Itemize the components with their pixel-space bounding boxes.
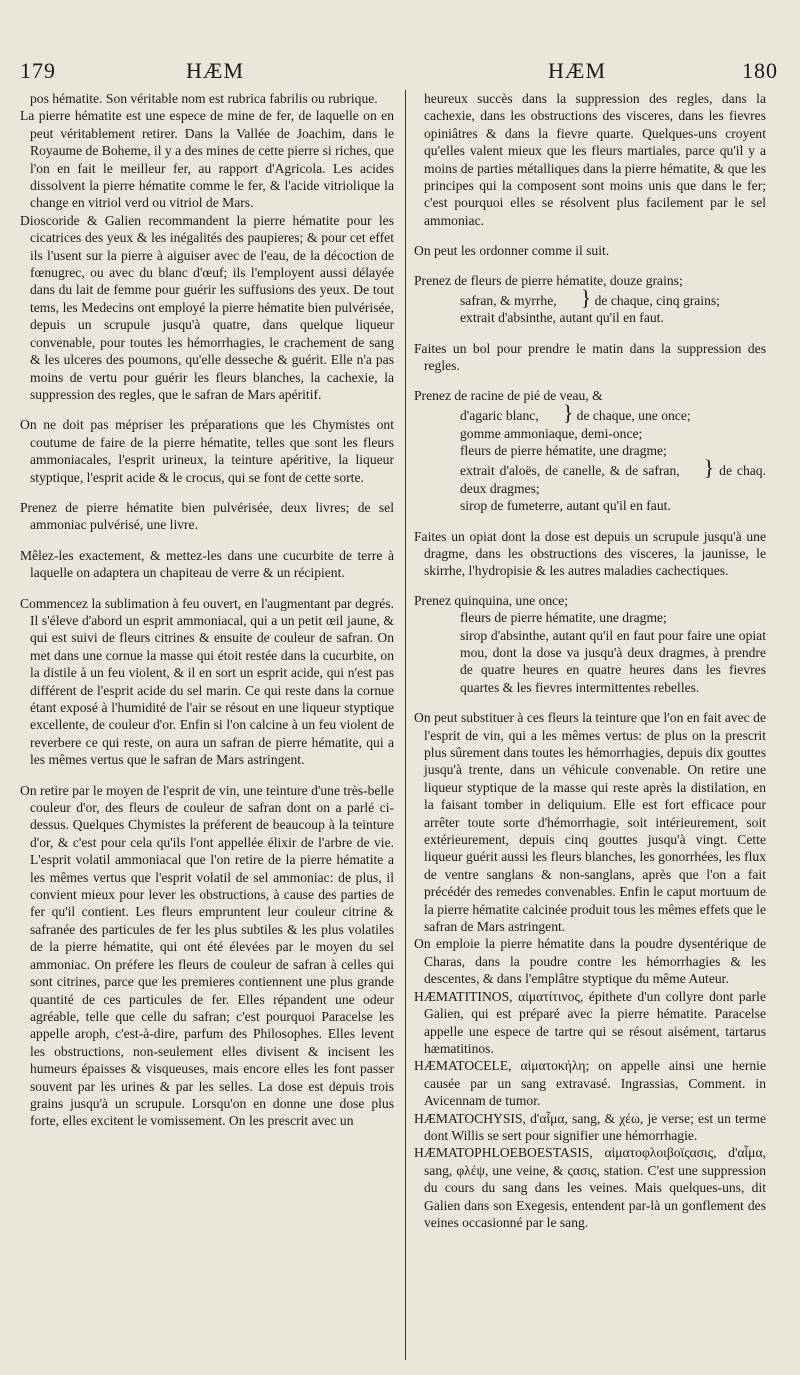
column-divider xyxy=(405,90,406,1360)
prescription: Prenez de pierre hématite bien pulvérisée, deux livres; de sel ammoniac pulvérisé, une livre. xyxy=(20,499,394,533)
dictionary-entry: HÆMATOCELE, αἱματοκήλη; on appelle ainsi une hernie causée par un sang extravasé. Ingrassias, Comment. in Avicennam de tumor. xyxy=(414,1058,766,1109)
paragraph: On peut substituer à ces fleurs la teinture que l'on en fait avec de l'esprit de vin, qui a les mêmes vertus: de plus on la prescrit plus sûrement dans toutes les hémorrhagies, depuis dix gouttes jusqu'à trente, dans un véhicule convenable. On retire une liqueur styptique de la masse qui reste après la distilation, en la faisant tomber in deliquium. Elle est fort efficace pour arrêter toute sorte d'hémorrhagie, soit intérieurement, soit extérieurement, depuis cinq gouttes jusqu'à vingt. Cette liqueur guérit aussi les fleurs blanches, les gonorrhées, les flux de ventre sanglans & non-sanglans, après que l'on a fait précédér des remedes convenables. Enfin le caput mortuum de la pierre hématite calcinée produit tous les mêmes effets que le safran de Mars astringent. xyxy=(414,710,766,935)
page-number-right: 180 xyxy=(742,58,778,83)
paragraph: heureux succès dans la suppression des regles, dans la cachexie, dans les obstructions des visceres, dans les fievres opiniâtres & dans la fievre quarte. Quelques-uns croyent qu'elles valent mieux que les fleurs martiales, parce qu'il y a moins de parties métalliques dans la pierre hématite, & que les principes qui la composent sont moins unis que dans le fer; c'est pourquoi elles se résolvent plus facilement par le sel ammoniac. xyxy=(424,91,766,228)
prescription-3: Prenez quinquina, une once; fleurs de pierre hématite, une dragme; sirop d'absinthe, autant qu'il en faut pour faire une opiat mou, dont la dose va jusqu'à deux dragmes, à prendre de quatre heures en quatre heures dans les fievres quartes & les fievres intermittentes rebelles. xyxy=(414,592,766,695)
paragraph: Commencez la sublimation à feu ouvert, en l'augmentant par degrés. Il s'éleve d'abord un esprit ammoniacal, qui a un petit œil jaune, & qui est suivi de fleurs citrines & ensuite de couleur de safran. On met dans une cornue la masse qui étoit restée dans la cucurbite, on la distile à un feu violent, & il en sort un esprit acide, qui n'est pas différent de l'esprit acide du sel marin. Ce qui reste dans la cornue étant exposé à l'humidité de l'air se résout en une liqueur styptique excellente, de couleur d'or. Enfin si l'on calcine à un feu violent de reverbere ce qui reste, on aura un safran de pierre hématite, qui a les mêmes vertus que le safran de Mars astringent. xyxy=(20,595,394,768)
prescription-2: Prenez de racine de pié de veau, & d'agaric blanc, } de chaque, une once; gomme ammoniaque, demi-once; fleurs de pierre hématite, une dragme; extrait d'aloës, de canelle, & de safran, } de chaq. deux dragmes; sirop de fumeterre, autant qu'il en faut. xyxy=(414,387,766,514)
paragraph: Faites un opiat dont la dose est depuis un scrupule jusqu'à une dragme, dans les obstructions des visceres, la jaunisse, le skirrhe, l'hydropisie & les autres maladies cachectiques. xyxy=(414,528,766,579)
prescription-1: Prenez de fleurs de pierre hématite, douze grains; safran, & myrrhe, } de chaque, cinq grains; extrait d'absinthe, autant qu'il en faut. xyxy=(414,272,720,326)
page-number-left: 179 xyxy=(20,58,56,83)
left-column xyxy=(20,90,394,1130)
paragraph: Faites un bol pour prendre le matin dans la suppression des regles. xyxy=(414,340,766,374)
paragraph: La pierre hématite est une espece de mine de fer, de laquelle on en peut véritablement retirer. Dans la Vallée de Joachim, dans le Royaume de Boheme, il y a des mines de cette pierre si riches, que l'on en fait le meilleur fer, au rapport d'Agricola. Les acides dissolvent la pierre hématite comme le fer, & l'acide vitriolique la change en vitriol verd ou vitriol de Mars. xyxy=(20,108,394,211)
paragraph: On retire par le moyen de l'esprit de vin, une teinture d'une très-belle couleur d'or, des fleurs de couleur de safran dont on a parlé ci-dessus. Quelques Chymistes la préferent de beaucoup à la teinture d'or, & c'est pour cela qu'ils l'ont appellée élixir de l'arbre de vie. L'esprit volatil ammoniacal que l'on retire de la pierre hématite a les mêmes vertus que l'esprit volatil de sel ammoniac: de plus, il convient mieux pour lever les obstructions, à cause des parties de fer qu'il contient. Les fleurs empruntent leur couleur citrine & safranée des particules de fer les plus subtiles & les plus volatiles de la pierre hématite, qui ont été élevées par le moyen du sel ammoniac. On préfere les fleurs de couleur de safran à celles qui sont citrines, parce que les premieres contiennent une plus grande quantité de ces particules de fer. Elles répandent une odeur agréable, telle que celle du safran; c'est pourquoi Paracelse les appelle aroph, c'est-à-dire, parfum des Philosophes. Elles levent les obstructions, non-seulement elles divisent & incisent les humeurs épaisses & visqueuses, mais encore elles les font passer souvent par les urines & par les selles. La dose est depuis trois grains jusqu'à un scrupule. Lorsqu'on en donne une dose plus forte, elles excitent le vomissement. On les prescrit avec un xyxy=(20,782,394,1129)
paragraph: pos hématite. Son véritable nom est rubrica fabrilis ou rubrique. xyxy=(30,91,378,106)
paragraph: On emploie la pierre hématite dans la poudre dysentérique de Charas, dans la poudre contre les hémorrhagies & les descentes, & dans l'emplâtre styptique du même Auteur. xyxy=(414,936,766,987)
running-header xyxy=(20,58,778,88)
paragraph: On ne doit pas mépriser les préparations que les Chymistes ont coutume de faire de la pierre hématite, telles que sont les fleurs ammoniacales, l'esprit urineux, la teinture apéritive, la liqueur styptique, l'esprit acide & le crocus, qui se font de cette sorte. xyxy=(20,417,394,485)
dictionary-entry: HÆMATOCHYSIS, d'αἷμα, sang, & χέω, je verse; est un terme dont Willis se sert pour signifier une hémorrhagie. xyxy=(414,1110,766,1143)
dictionary-entry: HÆMATOPHLOEBOESTASIS, αἱματοφλοιβοϊςασις, d'αἷμα, sang, φλέψ, une veine, & ςασις, station. C'est une suppression du cours du sang dans les veines. Mais quelques-uns, dit Galien dans son Exegesis, entendent par-là un gonflement des veines occasionné par le sang. xyxy=(414,1145,766,1230)
running-title-right: HÆM xyxy=(548,58,607,83)
right-column xyxy=(414,90,766,1231)
paragraph: Mêlez-les exactement, & mettez-les dans une cucurbite de terre à laquelle on adaptera un chapiteau de verre & un récipient. xyxy=(20,547,394,581)
running-title-left: HÆM xyxy=(186,58,245,83)
dictionary-entry: HÆMATITINOS, αἱματίτινος, épithete d'un collyre dont parle Galien, qui est préparé avec la pierre hématite. Paracelse appelle une espece de tartre qui se résout aisément, tartarus hæmatitinos. xyxy=(414,988,766,1056)
paragraph: Dioscoride & Galien recommandent la pierre hématite pour les cicatrices des yeux & les inégalités des paupieres; & pour cet effet ils l'usent sur la pierre à aiguiser avec de l'eau, de la décoction de fœnugrec, ou avec du blanc d'œuf; ils l'employent aussi délayée dans du lait de femme pour guérir les suffusions des yeux. De tout tems, les Medecins ont employé la pierre hématite bien pulvérisée, depuis un scrupule jusqu'à quatre, dans quelque liqueur convenable, pour toutes les hémorrhagies, le crachement de sang & les ulceres des poumons, qu'elle desseche & guérit. Elle n'a pas moins de vertu pour guérir les fleurs blanches, la cachexie, la suppression des regles, que le safran de Mars apéritif. xyxy=(20,212,394,402)
paragraph: On peut les ordonner comme il suit. xyxy=(414,243,610,259)
